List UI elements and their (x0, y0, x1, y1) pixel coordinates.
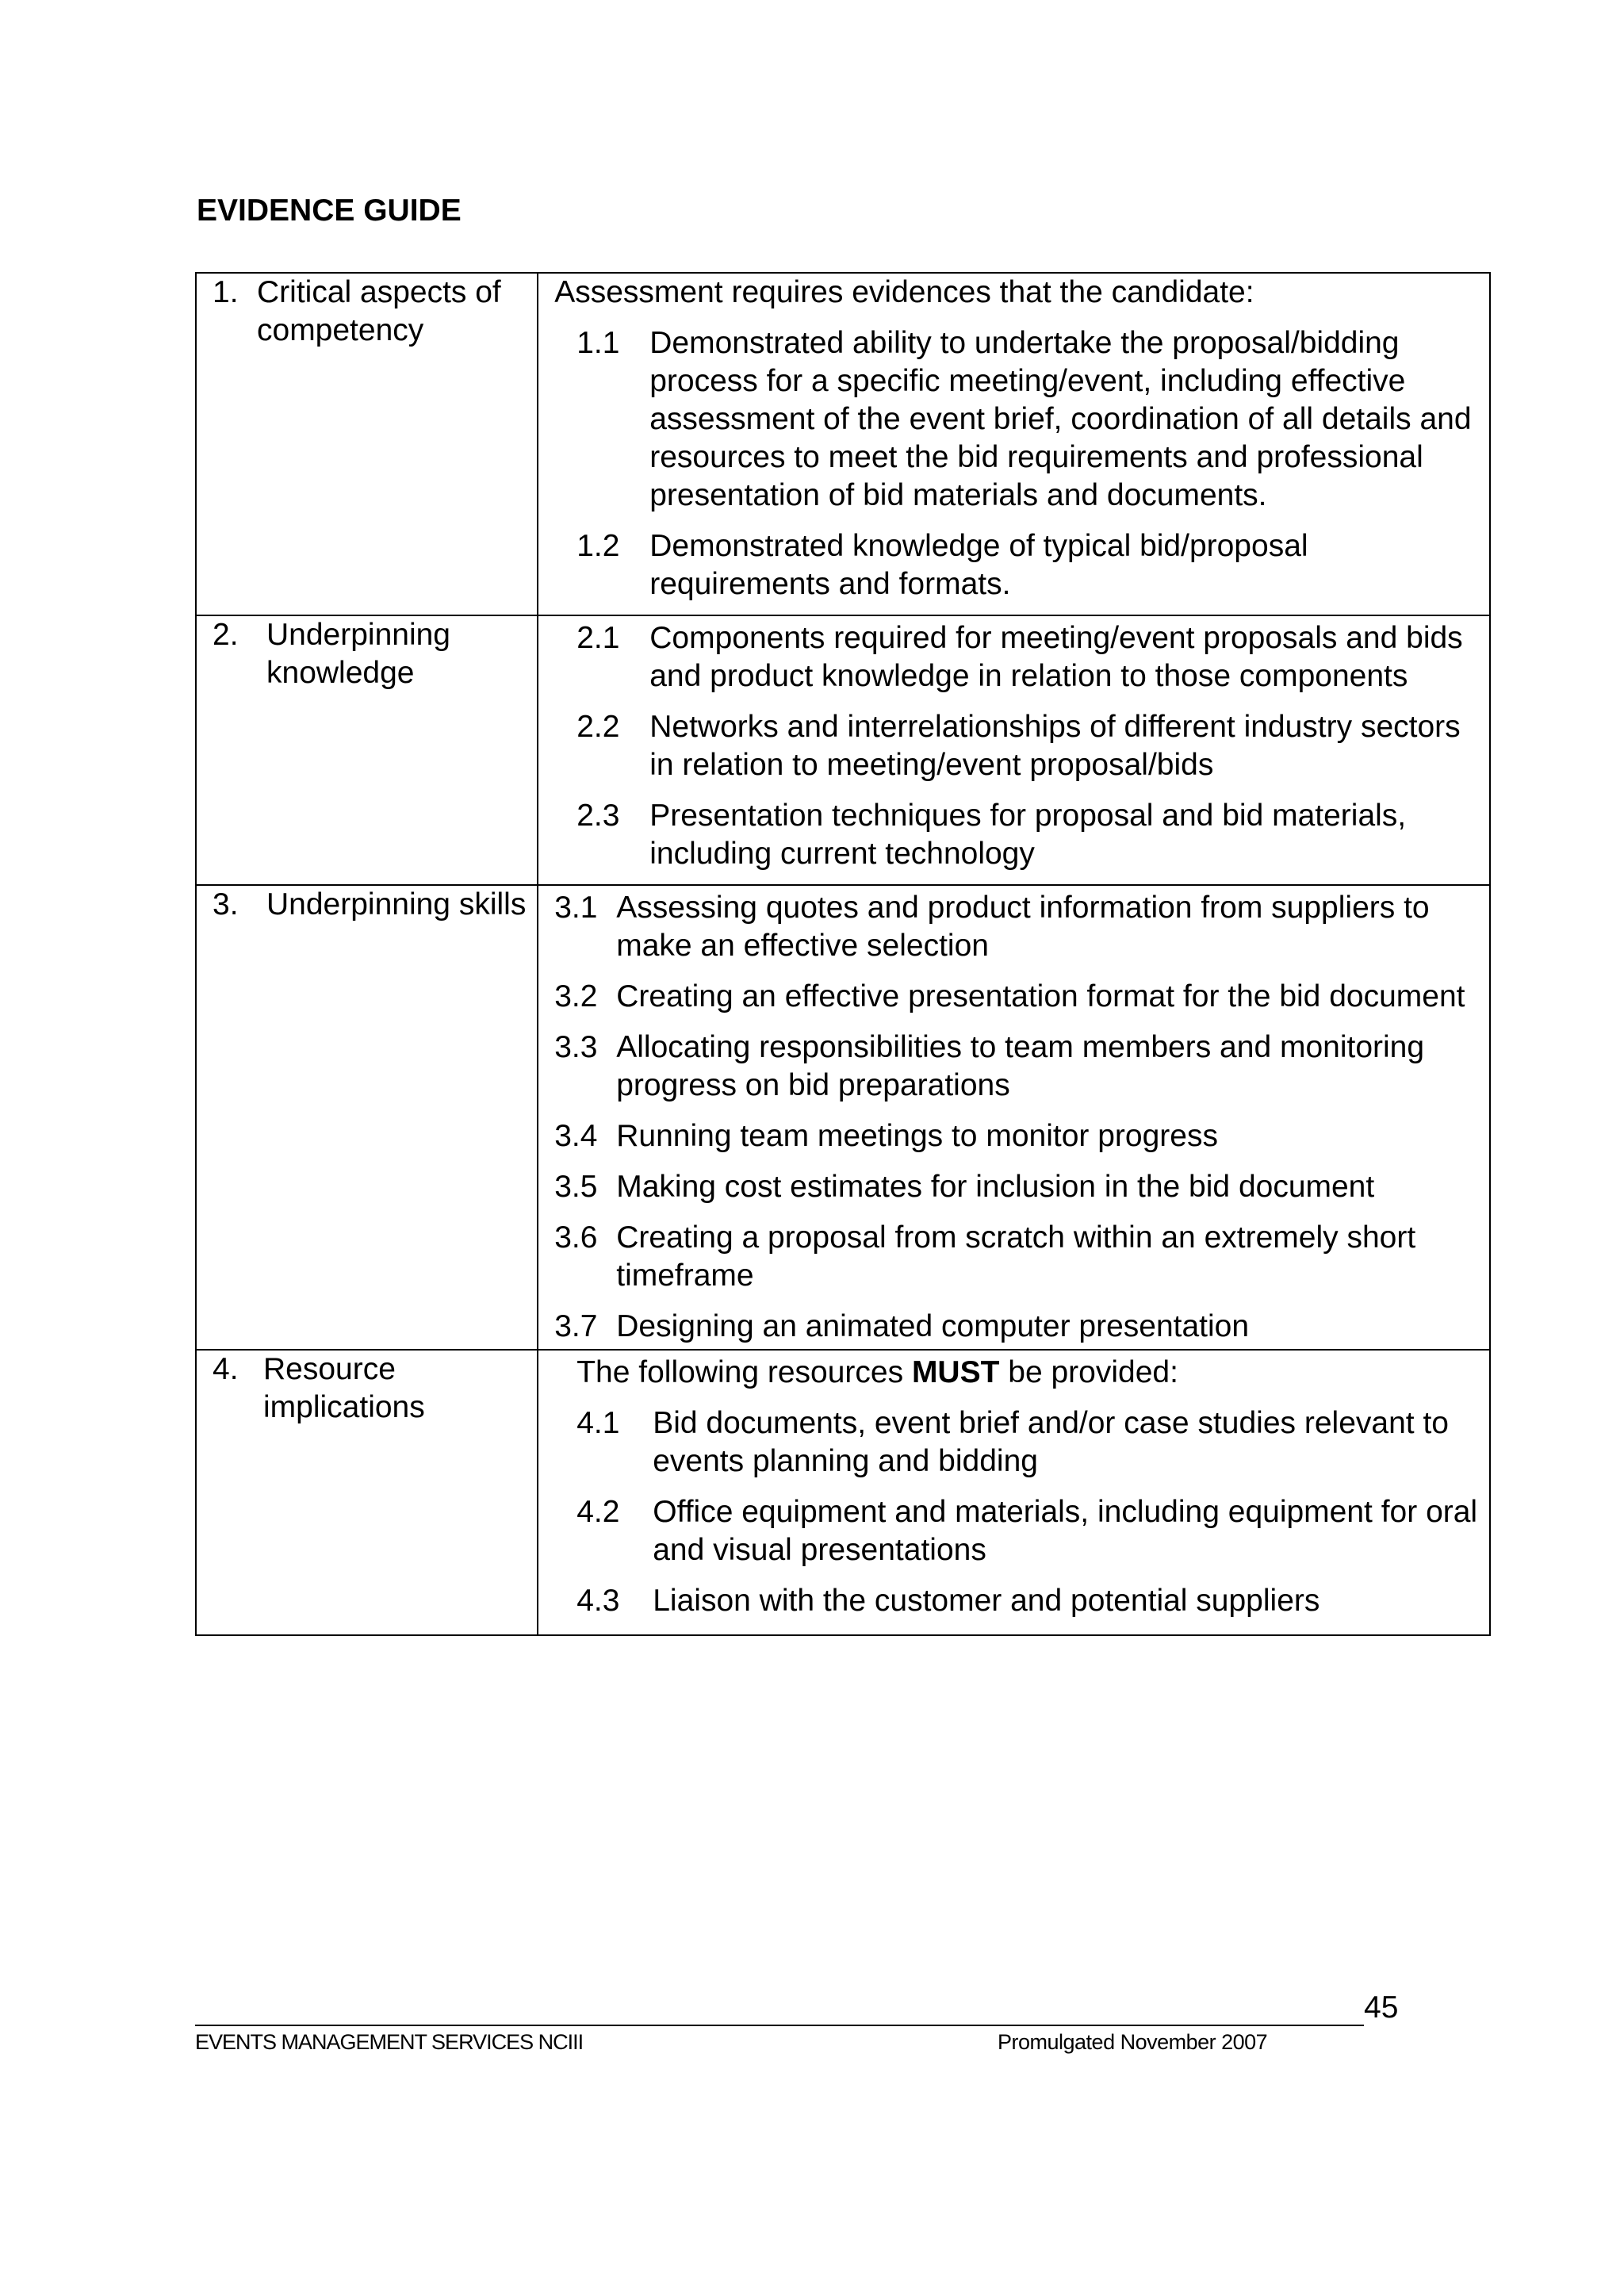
item-number: 3.6 (554, 1220, 598, 1255)
aspect-label: Underpinning knowledge (266, 618, 451, 690)
list-item (538, 1219, 1489, 1295)
item-number: 4.2 (576, 1495, 620, 1529)
item-number: 3.1 (554, 891, 598, 925)
item-text: Allocating responsibilities to team members and monitoring progress on bid preparations (616, 1030, 1425, 1102)
item-text: Networks and interrelationships of different industry sectors in relation to meeting/event proposal/bids (649, 710, 1461, 782)
footer-promulgation-date: Promulgated November 2007 (998, 2030, 1268, 2054)
detail-intro: Assessment requires evidences that the candidate: (554, 275, 1254, 309)
item-number: 3.3 (554, 1030, 598, 1064)
list-item (538, 978, 1489, 1016)
list-item (538, 1493, 1489, 1569)
list-item (538, 708, 1489, 784)
item-text: Creating a proposal from scratch within an extremely short timeframe (616, 1220, 1416, 1293)
aspect-label: Critical aspects of competency (257, 275, 501, 347)
item-number: 3.2 (554, 979, 598, 1013)
aspect-label: Underpinning skills (266, 887, 527, 921)
detail-cell (538, 1350, 1490, 1635)
aspect-cell (196, 273, 538, 615)
footer-document-title: EVENTS MANAGEMENT SERVICES NCIII (195, 2030, 584, 2054)
detail-cell (538, 885, 1490, 1350)
item-text: Demonstrated ability to undertake the proposal/bidding process for a specific meeting/event, including effective assessment of the event brief, coordination of all details and resources to meet the bid requirements and professional presentation of bid materials and documents. (649, 326, 1472, 512)
item-number: 2.3 (576, 799, 620, 833)
item-number: 2.2 (576, 710, 620, 744)
item-text: Bid documents, event brief and/or case studies relevant to events planning and bidding (653, 1406, 1449, 1478)
item-number: 4.1 (576, 1406, 620, 1440)
list-item (538, 1582, 1489, 1620)
item-number: 4.3 (576, 1584, 620, 1618)
aspect-number: 3. (213, 887, 239, 921)
table-row (196, 885, 1490, 1350)
item-number: 1.1 (576, 326, 620, 360)
detail-cell (538, 615, 1490, 885)
table-row (196, 615, 1490, 885)
aspect-number: 1. (213, 275, 239, 309)
item-text: Assessing quotes and product information from suppliers to make an effective selection (616, 891, 1430, 963)
item-text: Components required for meeting/event proposals and bids and product knowledge in relation to those components (649, 621, 1463, 693)
page-heading: EVIDENCE GUIDE (197, 193, 462, 228)
item-text: Creating an effective presentation format for the bid document (616, 979, 1465, 1013)
intro-emphasis: MUST (911, 1355, 1000, 1389)
table-row (196, 273, 1490, 615)
item-number: 2.1 (576, 621, 620, 655)
item-text: Presentation techniques for proposal and bid materials, including current technology (649, 799, 1407, 871)
item-number: 3.4 (554, 1119, 598, 1153)
detail-intro (538, 1351, 1489, 1392)
list-item (538, 889, 1489, 965)
aspect-number: 2. (213, 618, 239, 652)
list-item (538, 1117, 1489, 1155)
intro-text: be provided: (999, 1355, 1178, 1389)
item-text: Liaison with the customer and potential suppliers (653, 1584, 1320, 1618)
aspect-cell (196, 615, 538, 885)
item-text: Making cost estimates for inclusion in the bid document (616, 1170, 1375, 1204)
list-item (538, 324, 1489, 515)
aspect-cell (196, 1350, 538, 1635)
table-row (196, 1350, 1490, 1635)
list-item (538, 527, 1489, 603)
item-text: Office equipment and materials, including equipment for oral and visual presentations (653, 1495, 1478, 1567)
footer-divider (195, 2025, 1364, 2026)
aspect-cell (196, 885, 538, 1350)
list-item (538, 619, 1489, 695)
detail-cell (538, 273, 1490, 615)
list-item (538, 1168, 1489, 1206)
list-item (538, 1404, 1489, 1481)
aspect-number: 4. (213, 1352, 239, 1386)
item-number: 3.7 (554, 1309, 598, 1343)
item-text: Demonstrated knowledge of typical bid/proposal requirements and formats. (649, 529, 1308, 601)
item-number: 3.5 (554, 1170, 598, 1204)
list-item (538, 1308, 1489, 1346)
item-text: Running team meetings to monitor progress (616, 1119, 1218, 1153)
aspect-label: Resource implications (263, 1352, 425, 1424)
intro-text: The following resources (576, 1355, 912, 1389)
page-number: 45 (1364, 1990, 1399, 2025)
item-number: 1.2 (576, 529, 620, 563)
list-item (538, 797, 1489, 873)
evidence-guide-table (195, 272, 1491, 1636)
item-text: Designing an animated computer presentation (616, 1309, 1250, 1343)
list-item (538, 1029, 1489, 1105)
